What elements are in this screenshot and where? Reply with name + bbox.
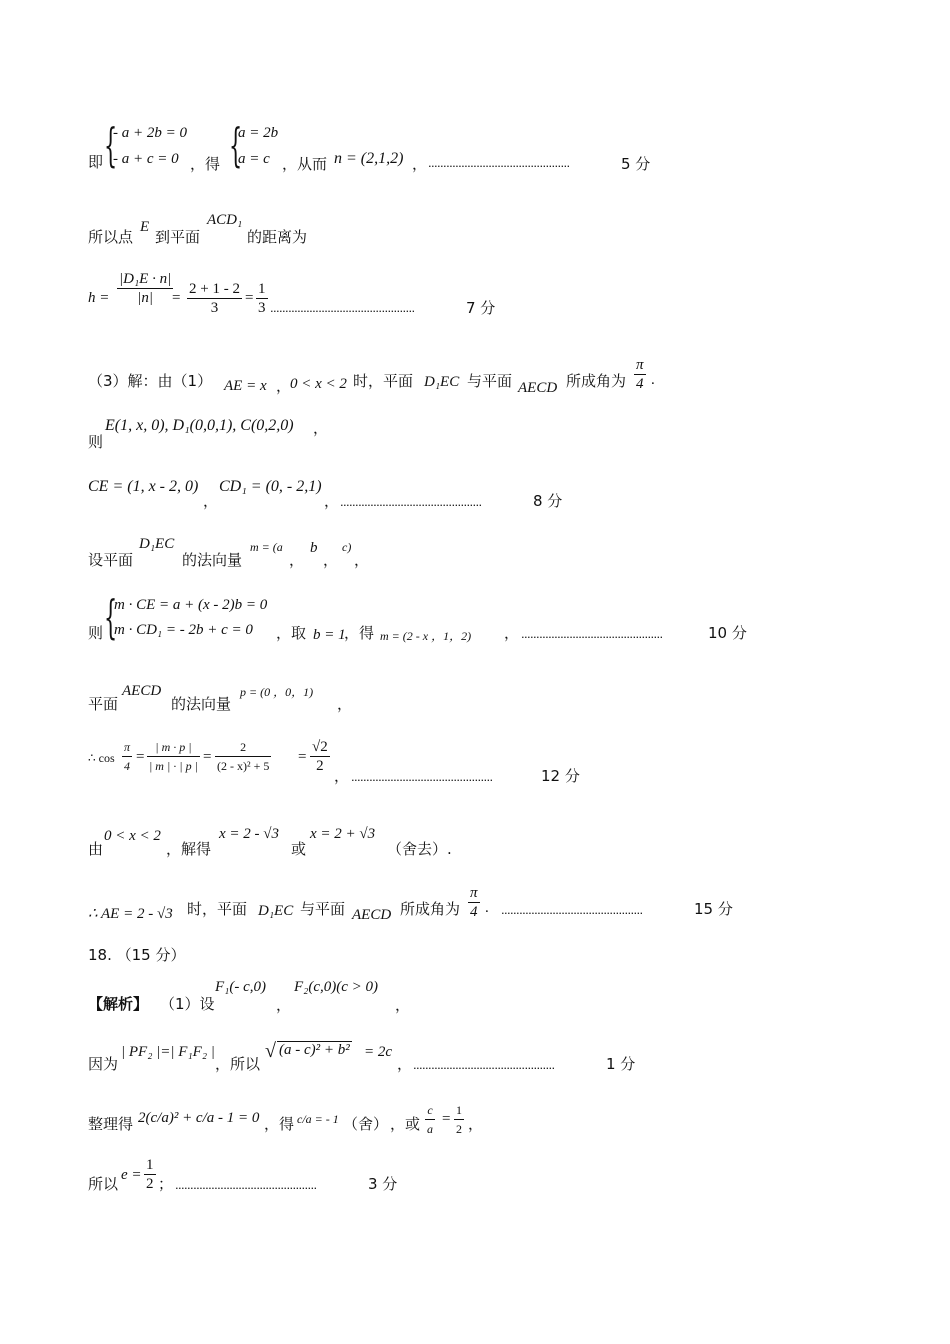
text: ，取	[276, 624, 307, 642]
text: 与平面	[300, 900, 346, 918]
text: 则	[88, 624, 104, 642]
score: 1 分	[606, 1055, 636, 1073]
fraction: $\frac{1}{3}$	[258, 281, 266, 316]
score: 8 分	[533, 492, 563, 510]
text: 到平面	[155, 228, 201, 246]
plane-label: ACD₁	[207, 212, 243, 228]
equation: - a + c = 0	[113, 151, 179, 167]
plane-label: D₁EC	[424, 374, 460, 390]
text: 整理得	[88, 1115, 134, 1133]
text: 平面	[88, 695, 119, 713]
fraction: $\frac{| m \cdot p |}{| m | \cdot | p |}$	[149, 740, 198, 773]
sqrt-sign: √	[265, 1040, 276, 1062]
equation: - a + 2b = 0	[113, 125, 187, 141]
text: ，从而	[282, 155, 328, 173]
score: 15 分	[694, 900, 733, 918]
equation: m = (a	[250, 540, 283, 554]
point-label: E	[140, 219, 150, 235]
fraction: $\frac{c}{a}$	[427, 1103, 433, 1136]
brace-left: {	[104, 590, 118, 644]
text: 所成角为	[566, 372, 627, 390]
fraction: $\frac{1}{2}$	[146, 1157, 154, 1192]
plane-label: AECD	[352, 907, 392, 923]
equals: =	[172, 290, 181, 306]
fraction: $\frac{\pi}{4}$	[470, 885, 478, 920]
equation: 0 < x < 2	[104, 828, 161, 844]
text: ，	[412, 155, 428, 173]
text: ，	[324, 492, 340, 510]
text: 由	[88, 840, 104, 858]
text: ，	[468, 1115, 484, 1133]
text: ，	[397, 1055, 413, 1073]
equation: = 2c	[364, 1044, 393, 1060]
plane-label: AECD	[518, 380, 558, 396]
equation: n = (2,1,2)	[334, 150, 404, 167]
fraction: $\frac{\pi}{4}$	[636, 357, 644, 392]
fraction: $\frac{\pi}{4}$	[124, 740, 131, 773]
equation: AE = x	[224, 378, 267, 394]
text: ，	[203, 492, 219, 510]
score: 12 分	[541, 767, 580, 785]
score: 7 分	[466, 299, 496, 317]
text: ，	[395, 996, 411, 1014]
score: 3 分	[368, 1175, 398, 1193]
equation: a = c	[238, 151, 270, 167]
text: ，所以	[215, 1055, 261, 1073]
text: ，	[354, 551, 370, 569]
text: 所成角为	[400, 900, 461, 918]
text: .	[651, 372, 655, 388]
variable: b	[310, 540, 318, 556]
text: ，	[323, 551, 339, 569]
brace-left: {	[229, 118, 243, 172]
dot-leader: ................................................	[270, 300, 415, 315]
plane-label: D₁EC	[139, 536, 175, 552]
dot-leader: ...............................................	[413, 1057, 555, 1072]
text: 因为	[88, 1055, 119, 1073]
text: ，	[504, 624, 520, 642]
equation: x = 2 - √3	[219, 826, 280, 842]
plane-label: D₁EC	[258, 903, 294, 919]
text: ；	[158, 1175, 174, 1193]
text: 或	[291, 840, 307, 858]
equation: ∴ AE = 2 - √3	[88, 906, 173, 922]
text: 的距离为	[247, 228, 308, 246]
text: 所以点	[88, 228, 134, 246]
text: ，	[334, 767, 350, 785]
equation: m = (2 - x ，1，2)	[380, 629, 472, 643]
equation: F₁(- c,0)	[215, 979, 267, 995]
equation: | PF₂ |=| F₁F₂ |	[121, 1044, 215, 1060]
text: 的法向量	[171, 695, 232, 713]
equation: CD₁ = (0, - 2,1)	[219, 478, 322, 495]
text: 的法向量	[182, 551, 243, 569]
fraction: $\frac{\text{|D₁E · n|}}{|n|}$	[119, 271, 172, 306]
text: 时，平面	[353, 372, 414, 390]
fraction: $\frac{1}{2}$	[456, 1103, 462, 1136]
text-prefix: 即	[88, 153, 104, 171]
text: ∴ cos	[88, 751, 115, 765]
dot-leader: ...............................................	[351, 769, 493, 784]
equation: 2(c/a)² + c/a - 1 = 0	[138, 1110, 260, 1126]
fraction: $\frac{√2}{2}$	[312, 739, 328, 774]
dot-leader: ...............................................	[340, 494, 482, 509]
dot-leader: ...............................................	[501, 902, 643, 917]
equation: m · CD₁ = - 2b + c = 0	[114, 622, 253, 638]
text: ，	[337, 695, 353, 713]
dot-leader: ...............................................	[428, 155, 570, 170]
fraction: $\frac{2}{\text{(2 - x)² + 5}}$	[217, 740, 270, 773]
text: 与平面	[467, 372, 513, 390]
text: ，解得	[166, 840, 212, 858]
equals: =	[298, 749, 307, 765]
equation: p = (0 ，0，1)	[240, 685, 314, 699]
fraction: $\frac{2 + 1 - 2}{3}$	[189, 281, 240, 316]
text: ，	[276, 377, 292, 395]
equation: e =	[121, 1167, 142, 1183]
text: ，或	[390, 1115, 421, 1133]
text: ，得	[344, 624, 375, 642]
text: ，	[313, 419, 329, 437]
text: （舍去）.	[387, 840, 452, 858]
score: 10 分	[708, 624, 747, 642]
text: ，得	[264, 1115, 295, 1133]
score: 5 分	[621, 155, 651, 173]
text: ，	[289, 551, 305, 569]
equals: =	[203, 749, 212, 765]
text: 设平面	[88, 551, 134, 569]
section-tag: 【解析】	[88, 995, 149, 1013]
text: （3）解：由（1）	[88, 372, 213, 390]
equation: c/a = - 1	[297, 1112, 339, 1126]
brace-left: {	[104, 118, 118, 172]
text: .	[485, 900, 489, 916]
radicand: (a - c)² + b²	[279, 1042, 350, 1058]
text: 所以	[88, 1175, 119, 1193]
equation: h =	[88, 290, 110, 306]
equals: =	[442, 1111, 451, 1127]
text: ，	[276, 996, 292, 1014]
equation: a = 2b	[238, 125, 279, 141]
text: （1）设	[160, 995, 215, 1013]
dot-leader: ...............................................	[521, 626, 663, 641]
equation: b = 1	[313, 627, 346, 643]
plane-label: AECD	[122, 683, 162, 699]
question-header: 18. （15 分）	[88, 946, 186, 964]
text: 时，平面	[187, 900, 248, 918]
dot-leader: ...............................................	[175, 1177, 317, 1192]
text: 则	[88, 433, 104, 451]
equals: =	[245, 290, 254, 306]
equals: =	[136, 749, 145, 765]
variable: c)	[342, 540, 352, 554]
equation: x = 2 + √3	[310, 826, 376, 842]
equation: CE = (1, x - 2, 0)	[88, 478, 199, 495]
equation: E(1, x, 0), D₁(0,0,1), C(0,2,0)	[105, 417, 294, 434]
equation: m · CE = a + (x - 2)b = 0	[114, 597, 268, 613]
text: ，得	[190, 155, 221, 173]
equation: 0 < x < 2	[290, 376, 347, 392]
text: （舍）	[343, 1115, 389, 1133]
equation: F₂(c,0)(c > 0)	[294, 979, 379, 995]
